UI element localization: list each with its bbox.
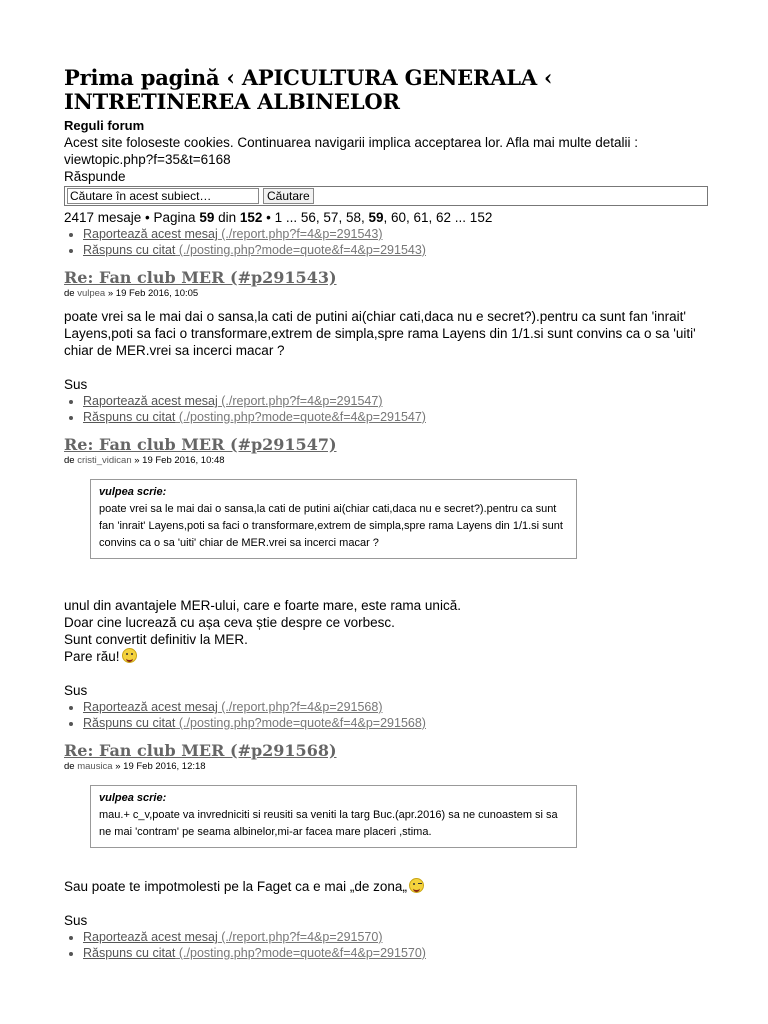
post-actions <box>64 699 708 731</box>
quote-action <box>83 945 708 961</box>
search-button[interactable]: Căutare <box>263 188 314 204</box>
pagination <box>64 209 708 226</box>
post-body <box>64 878 708 895</box>
topic-search-form <box>64 186 708 206</box>
quote-block <box>90 479 577 559</box>
post-title[interactable]: Re: Fan club MER (#p291568) <box>64 741 337 760</box>
page-content <box>64 66 708 961</box>
report-action <box>83 393 708 409</box>
post <box>64 268 708 425</box>
post-date: » 19 Feb 2016, 10:48 <box>131 455 225 466</box>
report-post-url[interactable]: (./report.php?f=4&p=291570) <box>217 930 383 944</box>
quote-text: mau.+ c_v,poate va invredniciti si reusiti sa veniti la targ Buc.(apr.2016) sa ne cunoastem si sa ne mai 'contram' pe seama albinelor,mi-ar facea mare placeri ,stima. <box>99 809 558 838</box>
post-line: Sunt convertit definitiv la MER. <box>64 632 248 647</box>
pagination-current-page: 59 <box>368 210 384 225</box>
report-action <box>83 699 708 715</box>
post-date: » 19 Feb 2016, 12:18 <box>112 761 206 772</box>
quote-reply-link[interactable]: Răspuns cu citat <box>83 243 176 257</box>
post <box>64 741 708 961</box>
quote-author: vulpea scrie: <box>99 792 167 804</box>
pagination-count: 2417 mesaje • Pagina <box>64 210 200 225</box>
quote-author: vulpea scrie: <box>99 486 167 498</box>
quote-action <box>83 242 708 258</box>
post-author[interactable]: mausica <box>77 761 113 772</box>
report-post-link[interactable]: Raportează acest mesaj <box>83 700 218 714</box>
report-post-url[interactable]: (./report.php?f=4&p=291568) <box>217 700 383 714</box>
post-date: » 19 Feb 2016, 10:05 <box>105 288 199 299</box>
quote-action <box>83 715 708 731</box>
post-byline <box>64 761 708 773</box>
forum-rules-link[interactable]: Reguli forum <box>64 118 145 133</box>
quote-reply-url[interactable]: (./posting.php?mode=quote&f=4&p=291547) <box>175 410 426 424</box>
back-to-top-link[interactable]: Sus <box>64 913 88 928</box>
post-author[interactable]: cristi_vidican <box>77 455 132 466</box>
winking-smiley-icon <box>409 878 424 893</box>
pagination-current: 59 <box>199 210 215 225</box>
post-byline <box>64 455 708 467</box>
byline-prefix: de <box>64 288 78 299</box>
laughing-smiley-icon <box>122 648 137 663</box>
quote-text: poate vrei sa le mai dai o sansa,la cati de putini ai(chiar cati,daca nu e secret?).pentru ca sunt fan 'inrait' Layens,poti sa faci o transformare,extrem de simpla,spre rama Layens din 1/1.si sunt convins ca o sa 'uiti' chiar de MER.vrei sa incerci macar ? <box>99 503 563 549</box>
post-title[interactable]: Re: Fan club MER (#p291543) <box>64 268 337 287</box>
report-post-url[interactable]: (./report.php?f=4&p=291547) <box>217 394 383 408</box>
post-title[interactable]: Re: Fan club MER (#p291547) <box>64 435 337 454</box>
quote-block <box>90 785 577 848</box>
page-title: Prima pagină ‹ APICULTURA GENERALA ‹ INTRETINEREA ALBINELOR <box>64 65 553 114</box>
quote-reply-link[interactable]: Răspuns cu citat <box>83 946 176 960</box>
post-line-with-emoji <box>64 648 708 665</box>
post-actions <box>64 393 708 425</box>
quote-reply-link[interactable]: Răspuns cu citat <box>83 716 176 730</box>
post-line: Pare rău! <box>64 649 120 664</box>
report-post-link[interactable]: Raportează acest mesaj <box>83 227 218 241</box>
report-action <box>83 226 708 242</box>
post-line: unul din avantajele MER-ului, care e foarte mare, este rama unică. <box>64 598 461 613</box>
post-body: poate vrei sa le mai dai o sansa,la cati de putini ai(chiar cati,daca nu e secret?).pentru ca sunt fan 'inrait' Layens,poti sa faci o transformare,extrem de simpla,spre rama Layens din 1/1.si sunt convins ca o sa 'uiti' chiar de MER.vrei sa incerci macar ? <box>64 309 696 358</box>
quote-action <box>83 409 708 425</box>
report-post-url[interactable]: (./report.php?f=4&p=291543) <box>217 227 383 241</box>
report-post-link[interactable]: Raportează acest mesaj <box>83 930 218 944</box>
post-line: Doar cine lucrează cu așa ceva știe despre ce vorbesc. <box>64 615 395 630</box>
back-to-top-link[interactable]: Sus <box>64 683 88 698</box>
back-to-top-link[interactable]: Sus <box>64 377 88 392</box>
post-author[interactable]: vulpea <box>77 288 106 299</box>
post-actions <box>64 226 708 258</box>
reply-link[interactable]: Răspunde <box>64 169 126 184</box>
byline-prefix: de <box>64 455 78 466</box>
pagination-of: din <box>214 210 240 225</box>
post-line: Sau poate te impotmolesti pe la Faget ca e mai „de zona„ <box>64 879 407 894</box>
pagination-links[interactable]: • 1 ... 56, 57, 58, <box>262 210 369 225</box>
post-body <box>64 597 708 665</box>
pagination-total: 152 <box>239 210 263 225</box>
quote-reply-url[interactable]: (./posting.php?mode=quote&f=4&p=291568) <box>175 716 426 730</box>
quote-reply-url[interactable]: (./posting.php?mode=quote&f=4&p=291543) <box>175 243 426 257</box>
pagination-links-tail[interactable]: , 60, 61, 62 ... 152 <box>383 210 493 225</box>
cookie-notice: Acest site foloseste cookies. Continuarea navigarii implica acceptarea lor. Afla mai multe detalii : viewtopic.php?f=35&t=6168 <box>64 135 639 167</box>
post <box>64 435 708 731</box>
quote-reply-url[interactable]: (./posting.php?mode=quote&f=4&p=291570) <box>175 946 426 960</box>
report-post-link[interactable]: Raportează acest mesaj <box>83 394 218 408</box>
post-byline <box>64 288 708 300</box>
report-action <box>83 929 708 945</box>
topic-search-input[interactable]: Căutare în acest subiect… <box>67 188 259 204</box>
byline-prefix: de <box>64 761 78 772</box>
quote-reply-link[interactable]: Răspuns cu citat <box>83 410 176 424</box>
post-actions <box>64 929 708 961</box>
